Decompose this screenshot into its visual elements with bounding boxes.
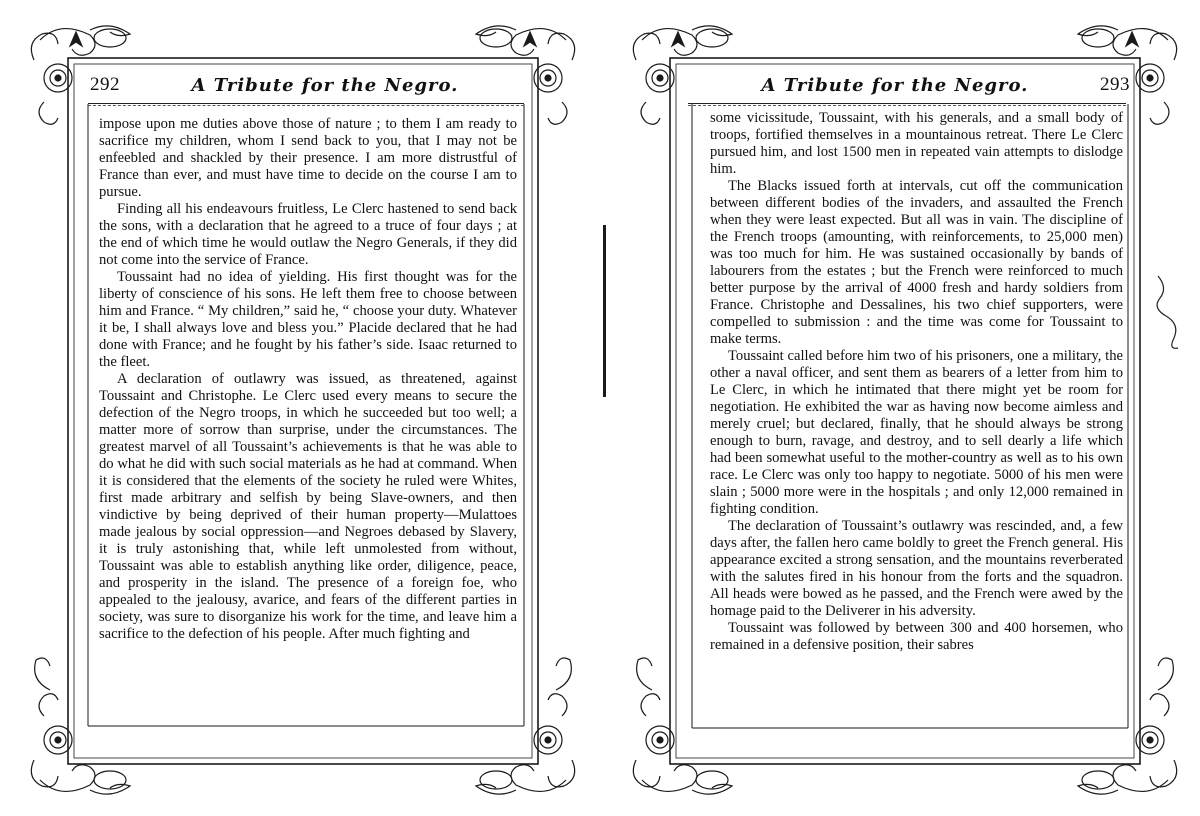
- header-rule: [688, 103, 1126, 106]
- running-title: A Tribute for the Negro.: [191, 74, 459, 96]
- paragraph: A declaration of outlawry was issued, as threatened, against Toussaint and Christophe. Le Clerc used every means to secure the defection of the Negro troops, in which he succeeded but too well; a matter more of sorrow than surprise, under the circumstances. The greatest marvel of all Toussaint’s achievements is that he was able to do what he did with such social materials as he had at command. When it is considered that the elements of the society he ruled were Whites, first made arbitrary and selfish by being Slave-owners, and then vindictive by being deprived of their human property—Mulattoes made jealous by social oppression—and Negroes debased by Slavery, it is truly astonishing that, while left unmolested from without, Toussaint was able to establish anything like order, diligence, peace, and prosperity in the island. The presence of a foreign foe, who appealed to the jealousy, avarice, and fears of the different parties in society, was sure to disorganize his work for the time, and leave him a sacrifice to the defection of his people. After much fighting and: [99, 371, 517, 642]
- running-head: [690, 68, 1130, 102]
- page-number: 292: [90, 74, 120, 95]
- paragraph: Finding all his endeavours fruitless, Le Clerc hastened to send back the sons, with a declaration that he agreed to a truce of four days ; at the end of which time he would outlaw the Negro Generals, if they did not come into the service of France.: [99, 201, 517, 268]
- paragraph: Toussaint had no idea of yielding. His first thought was for the liberty of conscience of his sons. He left them free to choose between him and France. “ My children,” said he, “ choose your duty. Whatever it be, I shall always love and bless you.” Placide declared that he had done with France; and he fought by his father’s side. Isaac returned to the fleet.: [99, 269, 517, 370]
- page-number: 293: [1100, 74, 1130, 95]
- margin-pencil-mark: [1150, 272, 1190, 352]
- paragraph: impose upon me duties above those of nature ; to them I am ready to sacrifice my children, whom I send back to you, that I may not be enfeebled and shackled by their presence. I am more distrustful of France than ever, and must have time to decide on the course I am to pursue.: [99, 116, 517, 200]
- running-head: [90, 68, 530, 102]
- corner-flourish-bottom-right: [476, 658, 575, 794]
- header-rule: [88, 103, 524, 106]
- corner-flourish-bottom-left: [31, 658, 130, 794]
- running-title: A Tribute for the Negro.: [761, 74, 1029, 96]
- paragraph: some vicissitude, Toussaint, with his generals, and a small body of troops, fortified themselves in a mountainous retreat. There Le Clerc pursued him, and lost 1500 men in repeated vain attempts to dislodge him.: [710, 110, 1123, 177]
- right-page: [600, 0, 1200, 816]
- paragraph: The declaration of Toussaint’s outlawry was rescinded, and, a few days after, the fallen hero came boldly to greet the French general. His appearance excited a strong sensation, and the mountains reverberated with the salutes fired in his honour from the forts and the squadron. All heads were bowed as he passed, and the French were awed by the homage paid to the Deliverer in his adversity.: [710, 518, 1123, 619]
- paragraph: Toussaint called before him two of his prisoners, one a military, the other a naval officer, and sent them as bearers of a letter from him to Le Clerc, in which he intimated that there might yet be room for negotiation. He exhibited the war as having now become aimless and merely cruel; but declared, finally, that he should always be strong enough to burn, ravage, and destroy, and to sell dearly a life which had been somewhat useful to the mother-country as well as to his own race. Le Clerc was only too happy to negotiate. 5000 of his men were slain ; 5000 more were in the hospitals ; and only 12,000 remained in fighting condition.: [710, 348, 1123, 517]
- corner-flourish-bottom-right: [1078, 658, 1177, 794]
- paragraph: Toussaint was followed by between 300 and 400 horsemen, who remained in a defensive position, their sabres: [710, 620, 1123, 653]
- corner-flourish-bottom-left: [633, 658, 732, 794]
- body-text: [99, 116, 517, 643]
- body-text: [710, 110, 1123, 654]
- paragraph: The Blacks issued forth at intervals, cut off the communication between different bodies of the invaders, and assaulted the French when they were least expected. But all was in vain. The discipline of the French troops (amounting, with reinforcements, to 25,000 men) was too much for him. He was sustained occasionally by bands of labourers from the estates ; but the French were reinforced to much better purpose by the arrival of 4000 fresh and hardy soldiers from France. Christophe and Dessalines, his two chief supporters, were compelled to submission : and the time was come for Toussaint to make terms.: [710, 178, 1123, 347]
